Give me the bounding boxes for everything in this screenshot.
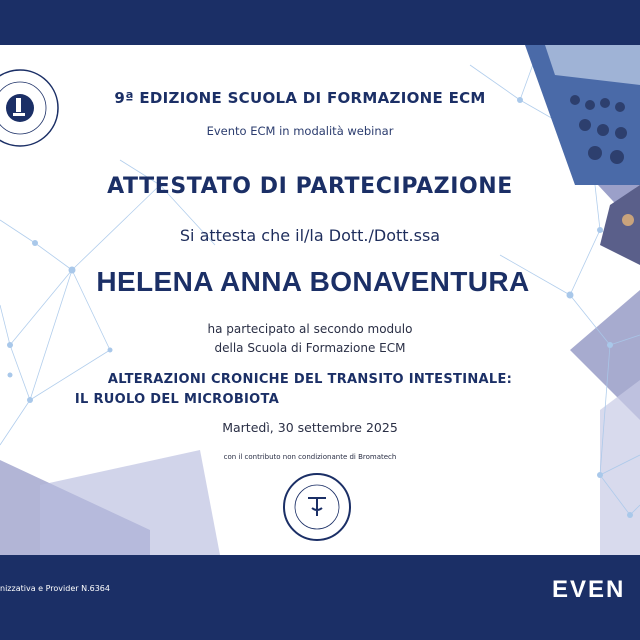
course-title-line-1: ALTERAZIONI CRONICHE DEL TRANSITO INTESTINALE: — [107, 372, 513, 387]
attestation-line: Si attesta che il/la Dott./Dott.ssa — [179, 226, 441, 245]
brand-logo: EVEN — [552, 576, 626, 603]
bromatech-logo — [282, 472, 352, 542]
bottom-bar — [0, 555, 640, 640]
module-line-2: della Scuola di Formazione ECM — [214, 341, 406, 355]
module-line-1: ha partecipato al secondo modulo — [207, 322, 413, 336]
event-mode: Evento ECM in modalità webinar — [206, 124, 394, 138]
recipient-name: HELENA ANNA BONAVENTURA — [96, 266, 530, 297]
sponsor-note: con il contributo non condizionante di Bromatech — [223, 453, 397, 461]
course-title-line-2: IL RUOLO DEL MICROBIOTA — [74, 392, 280, 407]
certificate-title: ATTESTATO DI PARTECIPAZIONE — [107, 174, 513, 199]
conference-photo — [525, 45, 640, 185]
edition-heading: 9ª EDIZIONE SCUOLA DI FORMAZIONE ECM — [114, 89, 486, 107]
event-date: Martedì, 30 settembre 2025 — [222, 420, 398, 435]
provider-text: nizzativa e Provider N.6364 — [0, 584, 110, 593]
top-bar — [0, 0, 640, 45]
